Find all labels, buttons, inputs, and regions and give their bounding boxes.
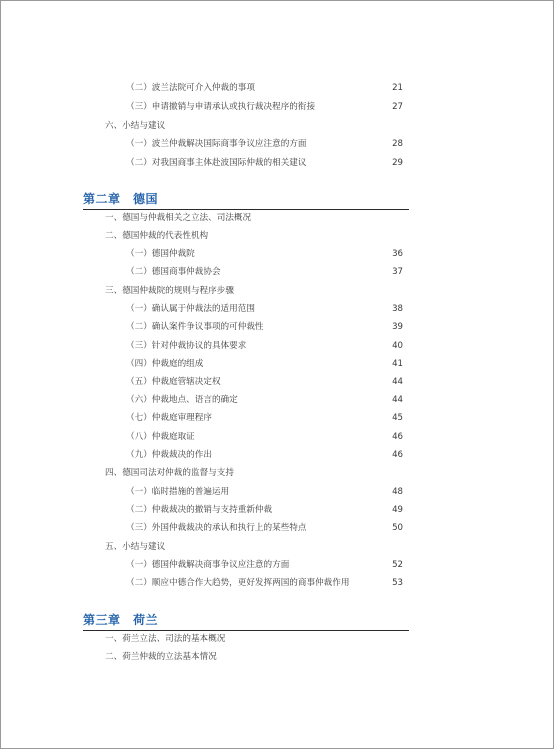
toc-entry-page: 49 xyxy=(392,505,403,515)
toc-entry[interactable] xyxy=(1,374,553,390)
toc-section[interactable] xyxy=(1,631,553,647)
toc-section-title: 一、德国与仲裁相关之立法、司法概况 xyxy=(105,213,252,223)
toc-entry-title: （八）仲裁庭取证 xyxy=(126,432,195,442)
toc-section-title: 三、德国仲裁院的规则与程序步骤 xyxy=(105,286,234,296)
toc-section[interactable] xyxy=(1,465,553,481)
chapter-heading[interactable] xyxy=(83,610,409,631)
toc-entry-page: 41 xyxy=(392,359,403,369)
toc-entry-title: （一）临时措施的普遍运用 xyxy=(126,487,230,497)
toc-entry-title: （一）波兰仲裁解决国际商事争议应注意的方面 xyxy=(126,139,307,149)
toc-entry[interactable] xyxy=(1,392,553,408)
toc-entry[interactable] xyxy=(1,410,553,426)
toc-entry-page: 40 xyxy=(392,341,403,351)
toc-entry-page: 27 xyxy=(392,102,403,112)
toc-section-title: 一、荷兰立法、司法的基本概况 xyxy=(105,634,226,644)
toc-entry-page: 45 xyxy=(392,413,403,423)
toc-entry-page: 44 xyxy=(392,395,403,405)
toc-entry-title: （一）德国仲裁院 xyxy=(126,249,195,259)
toc-entry-page: 39 xyxy=(392,322,403,332)
toc-entry-title: （二）确认案件争议事项的可仲裁性 xyxy=(126,322,264,332)
toc-entry[interactable] xyxy=(1,319,553,335)
toc-section-title: 六、小结与建议 xyxy=(105,121,166,131)
toc-section[interactable] xyxy=(1,539,553,555)
toc-entry-title: （五）仲裁庭管辖决定权 xyxy=(126,377,221,387)
toc-section-title: 五、小结与建议 xyxy=(105,542,166,552)
chapter-title: 第三章 荷兰 xyxy=(83,613,159,627)
toc-section[interactable] xyxy=(1,283,553,299)
toc-entry[interactable] xyxy=(1,447,553,463)
toc-entry[interactable] xyxy=(1,264,553,280)
toc-section[interactable] xyxy=(1,228,553,244)
toc-entry-title: （二）波兰法院可介入仲裁的事项 xyxy=(126,83,255,93)
toc-entry[interactable] xyxy=(1,80,553,96)
toc-entry[interactable] xyxy=(1,136,553,152)
toc-entry-page: 53 xyxy=(392,578,403,588)
toc-entry-title: （三）外国仲裁裁决的承认和执行上的某些特点 xyxy=(126,523,307,533)
toc-entry[interactable] xyxy=(1,502,553,518)
toc-entry[interactable] xyxy=(1,301,553,317)
toc-entry[interactable] xyxy=(1,338,553,354)
toc-entry-title: （二）顺应中德合作大趋势，更好发挥两国的商事仲裁作用 xyxy=(126,578,350,588)
toc-entry[interactable] xyxy=(1,429,553,445)
toc-entry-title: （一）确认属于仲裁法的适用范围 xyxy=(126,304,255,314)
toc-entry[interactable] xyxy=(1,155,553,171)
toc-entry-page: 50 xyxy=(392,523,403,533)
toc-entry[interactable] xyxy=(1,484,553,500)
chapter-title: 第二章 德国 xyxy=(83,192,159,206)
toc-entry-page: 29 xyxy=(392,158,403,168)
toc-entry[interactable] xyxy=(1,557,553,573)
toc-entry-page: 38 xyxy=(392,304,403,314)
toc-entry-page: 44 xyxy=(392,377,403,387)
toc-entry-page: 21 xyxy=(392,83,403,93)
toc-entry[interactable] xyxy=(1,246,553,262)
toc-section[interactable] xyxy=(1,210,553,226)
toc-entry-title: （二）仲裁裁决的撤销与支持重新仲裁 xyxy=(126,505,273,515)
toc-entry-title: （九）仲裁裁决的作出 xyxy=(126,450,212,460)
toc-entry[interactable] xyxy=(1,575,553,591)
toc-entry-page: 48 xyxy=(392,487,403,497)
toc-entry-page: 52 xyxy=(392,560,403,570)
toc-entry[interactable] xyxy=(1,520,553,536)
chapter-heading[interactable] xyxy=(83,189,409,210)
toc-entry-title: （二）德国商事仲裁协会 xyxy=(126,267,221,277)
toc-entry[interactable] xyxy=(1,99,553,115)
toc-section-title: 二、德国仲裁的代表性机构 xyxy=(105,231,209,241)
toc-entry-title: （七）仲裁庭审理程序 xyxy=(126,413,212,423)
toc-section-title: 二、荷兰仲裁的立法基本情况 xyxy=(105,652,217,662)
toc-entry-title: （三）针对仲裁协议的具体要求 xyxy=(126,341,247,351)
toc-section-title: 四、德国司法对仲裁的监督与支持 xyxy=(105,468,234,478)
toc-entry-page: 37 xyxy=(392,267,403,277)
toc-entry-title: （一）德国仲裁解决商事争议应注意的方面 xyxy=(126,560,290,570)
toc-entry-page: 36 xyxy=(392,249,403,259)
toc-entry-page: 46 xyxy=(392,432,403,442)
toc-entry-page: 28 xyxy=(392,139,403,149)
toc-entry-title: （二）对我国商事主体赴波国际仲裁的相关建议 xyxy=(126,158,307,168)
toc-entry-title: （四）仲裁庭的组成 xyxy=(126,359,204,369)
toc-entry-title: （六）仲裁地点、语言的确定 xyxy=(126,395,238,405)
toc-entry-page: 46 xyxy=(392,450,403,460)
toc-entry-title: （三）申请撤销与申请承认或执行裁决程序的衔接 xyxy=(126,102,316,112)
toc-section[interactable] xyxy=(1,118,553,134)
toc-section[interactable] xyxy=(1,649,553,665)
toc-entry[interactable] xyxy=(1,356,553,372)
table-of-contents xyxy=(1,1,553,748)
